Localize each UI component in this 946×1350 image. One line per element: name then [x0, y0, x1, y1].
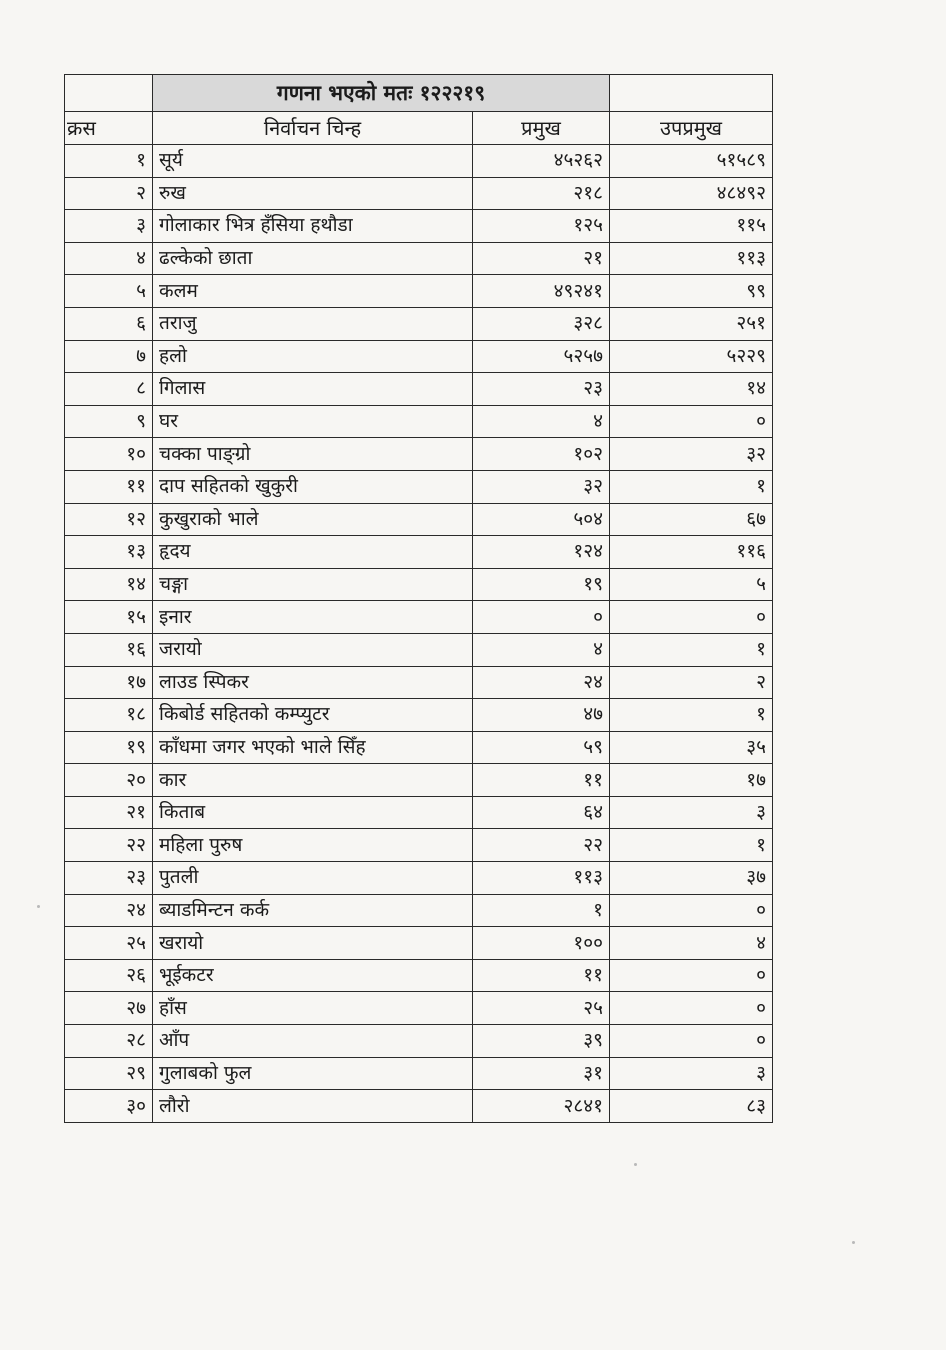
- row-deputy-votes: ११६: [610, 536, 773, 569]
- row-chief-votes: २३: [473, 373, 610, 406]
- row-serial: २६: [65, 959, 153, 992]
- row-serial: १३: [65, 536, 153, 569]
- row-serial: ४: [65, 242, 153, 275]
- row-serial: २२: [65, 829, 153, 862]
- row-symbol: लाउड स्पिकर: [153, 666, 473, 699]
- table-row: [65, 959, 773, 992]
- row-deputy-votes: २: [610, 666, 773, 699]
- row-chief-votes: ५९: [473, 731, 610, 764]
- row-symbol: हाँस: [153, 992, 473, 1025]
- row-deputy-votes: १: [610, 699, 773, 732]
- row-serial: २४: [65, 894, 153, 927]
- row-serial: २३: [65, 862, 153, 895]
- column-header-row: [65, 112, 773, 145]
- row-chief-votes: २१: [473, 242, 610, 275]
- row-symbol: घर: [153, 405, 473, 438]
- row-chief-votes: ४५२६२: [473, 145, 610, 178]
- row-deputy-votes: ५२२९: [610, 340, 773, 373]
- table-row: [65, 992, 773, 1025]
- row-chief-votes: ११: [473, 764, 610, 797]
- row-chief-votes: १९: [473, 568, 610, 601]
- row-chief-votes: २५: [473, 992, 610, 1025]
- row-symbol: कलम: [153, 275, 473, 308]
- row-deputy-votes: २५१: [610, 307, 773, 340]
- row-symbol: हलो: [153, 340, 473, 373]
- row-chief-votes: १२४: [473, 536, 610, 569]
- row-symbol: भूईकटर: [153, 959, 473, 992]
- column-header-deputy: उपप्रमुख: [610, 112, 773, 145]
- table-row: [65, 666, 773, 699]
- row-chief-votes: ३२: [473, 470, 610, 503]
- table-row: [65, 731, 773, 764]
- row-deputy-votes: ३५: [610, 731, 773, 764]
- row-chief-votes: ३२८: [473, 307, 610, 340]
- table-row: [65, 177, 773, 210]
- row-symbol: गिलास: [153, 373, 473, 406]
- row-symbol: चङ्गा: [153, 568, 473, 601]
- row-symbol: कुखुराको भाले: [153, 503, 473, 536]
- table-row: [65, 862, 773, 895]
- table-row: [65, 568, 773, 601]
- table-row: [65, 601, 773, 634]
- row-deputy-votes: ४: [610, 927, 773, 960]
- row-symbol: दाप सहितको खुकुरी: [153, 470, 473, 503]
- row-serial: १: [65, 145, 153, 178]
- row-serial: ११: [65, 470, 153, 503]
- row-symbol: जरायो: [153, 633, 473, 666]
- table-row: [65, 503, 773, 536]
- row-serial: १७: [65, 666, 153, 699]
- row-deputy-votes: ९९: [610, 275, 773, 308]
- table-row: [65, 796, 773, 829]
- row-chief-votes: १००: [473, 927, 610, 960]
- table-row: [65, 470, 773, 503]
- row-serial: १४: [65, 568, 153, 601]
- row-symbol: गुलाबको फुल: [153, 1057, 473, 1090]
- row-serial: ३०: [65, 1090, 153, 1123]
- blank-header-cell: [65, 75, 153, 112]
- table-row: [65, 699, 773, 732]
- table-row: [65, 438, 773, 471]
- column-header-serial: क्रस: [65, 112, 153, 145]
- row-serial: ९: [65, 405, 153, 438]
- row-serial: ७: [65, 340, 153, 373]
- table-row: [65, 829, 773, 862]
- row-serial: २७: [65, 992, 153, 1025]
- row-deputy-votes: ८३: [610, 1090, 773, 1123]
- row-serial: २१: [65, 796, 153, 829]
- row-chief-votes: २२: [473, 829, 610, 862]
- row-serial: ३: [65, 210, 153, 243]
- table-row: [65, 210, 773, 243]
- row-deputy-votes: ०: [610, 1025, 773, 1058]
- row-deputy-votes: ३२: [610, 438, 773, 471]
- row-deputy-votes: १४: [610, 373, 773, 406]
- row-symbol: आँप: [153, 1025, 473, 1058]
- table-row: [65, 894, 773, 927]
- row-symbol: सूर्य: [153, 145, 473, 178]
- row-chief-votes: ५०४: [473, 503, 610, 536]
- row-symbol: ब्याडमिन्टन कर्क: [153, 894, 473, 927]
- row-serial: १२: [65, 503, 153, 536]
- row-serial: १६: [65, 633, 153, 666]
- row-deputy-votes: ०: [610, 959, 773, 992]
- row-deputy-votes: ११३: [610, 242, 773, 275]
- row-chief-votes: ४९२४१: [473, 275, 610, 308]
- total-votes-row: [65, 75, 773, 112]
- row-symbol: गोलाकार भित्र हँसिया हथौडा: [153, 210, 473, 243]
- table-row: [65, 405, 773, 438]
- row-symbol: किताब: [153, 796, 473, 829]
- row-chief-votes: ११३: [473, 862, 610, 895]
- row-symbol: ढल्केको छाता: [153, 242, 473, 275]
- row-chief-votes: ३९: [473, 1025, 610, 1058]
- table-row: [65, 536, 773, 569]
- table-row: [65, 764, 773, 797]
- row-symbol: तराजु: [153, 307, 473, 340]
- row-symbol: रुख: [153, 177, 473, 210]
- row-deputy-votes: ३७: [610, 862, 773, 895]
- row-serial: १५: [65, 601, 153, 634]
- vote-count-table: [64, 74, 773, 1123]
- table-row: [65, 1057, 773, 1090]
- row-symbol: हृदय: [153, 536, 473, 569]
- row-deputy-votes: ४८४९२: [610, 177, 773, 210]
- table-row: [65, 275, 773, 308]
- row-serial: ५: [65, 275, 153, 308]
- row-symbol: पुतली: [153, 862, 473, 895]
- row-deputy-votes: १: [610, 829, 773, 862]
- paper-speck: [852, 1241, 855, 1244]
- row-chief-votes: १२५: [473, 210, 610, 243]
- row-symbol: लौरो: [153, 1090, 473, 1123]
- paper-speck: [634, 1163, 637, 1166]
- row-chief-votes: १०२: [473, 438, 610, 471]
- row-serial: २८: [65, 1025, 153, 1058]
- row-serial: ८: [65, 373, 153, 406]
- row-serial: २५: [65, 927, 153, 960]
- row-symbol: काँधमा जगर भएको भाले सिँह: [153, 731, 473, 764]
- column-header-symbol: निर्वाचन चिन्ह: [153, 112, 473, 145]
- row-deputy-votes: ०: [610, 992, 773, 1025]
- row-symbol: इनार: [153, 601, 473, 634]
- row-deputy-votes: १७: [610, 764, 773, 797]
- row-chief-votes: १: [473, 894, 610, 927]
- row-deputy-votes: १: [610, 633, 773, 666]
- row-serial: २: [65, 177, 153, 210]
- row-chief-votes: ३१: [473, 1057, 610, 1090]
- row-chief-votes: ४: [473, 633, 610, 666]
- row-deputy-votes: ५१५८९: [610, 145, 773, 178]
- paper-speck: [37, 905, 40, 908]
- row-deputy-votes: ३: [610, 796, 773, 829]
- row-chief-votes: ०: [473, 601, 610, 634]
- row-chief-votes: ११: [473, 959, 610, 992]
- row-symbol: चक्का पाङ्ग्रो: [153, 438, 473, 471]
- row-symbol: कार: [153, 764, 473, 797]
- row-chief-votes: ४७: [473, 699, 610, 732]
- column-header-chief: प्रमुख: [473, 112, 610, 145]
- row-serial: १८: [65, 699, 153, 732]
- table-row: [65, 145, 773, 178]
- row-chief-votes: २८४१: [473, 1090, 610, 1123]
- row-serial: २९: [65, 1057, 153, 1090]
- table-row: [65, 633, 773, 666]
- row-deputy-votes: ०: [610, 601, 773, 634]
- row-chief-votes: २४: [473, 666, 610, 699]
- table-row: [65, 340, 773, 373]
- row-chief-votes: ५२५७: [473, 340, 610, 373]
- row-deputy-votes: ६७: [610, 503, 773, 536]
- row-serial: ६: [65, 307, 153, 340]
- blank-header-cell: [610, 75, 773, 112]
- table-row: [65, 373, 773, 406]
- table-row: [65, 1090, 773, 1123]
- table-row: [65, 307, 773, 340]
- row-deputy-votes: ५: [610, 568, 773, 601]
- row-symbol: किबोर्ड सहितको कम्प्युटर: [153, 699, 473, 732]
- table-row: [65, 242, 773, 275]
- row-chief-votes: २१८: [473, 177, 610, 210]
- row-symbol: खरायो: [153, 927, 473, 960]
- row-serial: १९: [65, 731, 153, 764]
- row-deputy-votes: ११५: [610, 210, 773, 243]
- total-votes-label: गणना भएको मतः १२२२१९: [153, 75, 610, 112]
- row-serial: २०: [65, 764, 153, 797]
- row-deputy-votes: ०: [610, 894, 773, 927]
- row-chief-votes: ४: [473, 405, 610, 438]
- row-serial: १०: [65, 438, 153, 471]
- table-row: [65, 1025, 773, 1058]
- row-symbol: महिला पुरुष: [153, 829, 473, 862]
- table-row: [65, 927, 773, 960]
- row-chief-votes: ६४: [473, 796, 610, 829]
- row-deputy-votes: ०: [610, 405, 773, 438]
- row-deputy-votes: ३: [610, 1057, 773, 1090]
- row-deputy-votes: १: [610, 470, 773, 503]
